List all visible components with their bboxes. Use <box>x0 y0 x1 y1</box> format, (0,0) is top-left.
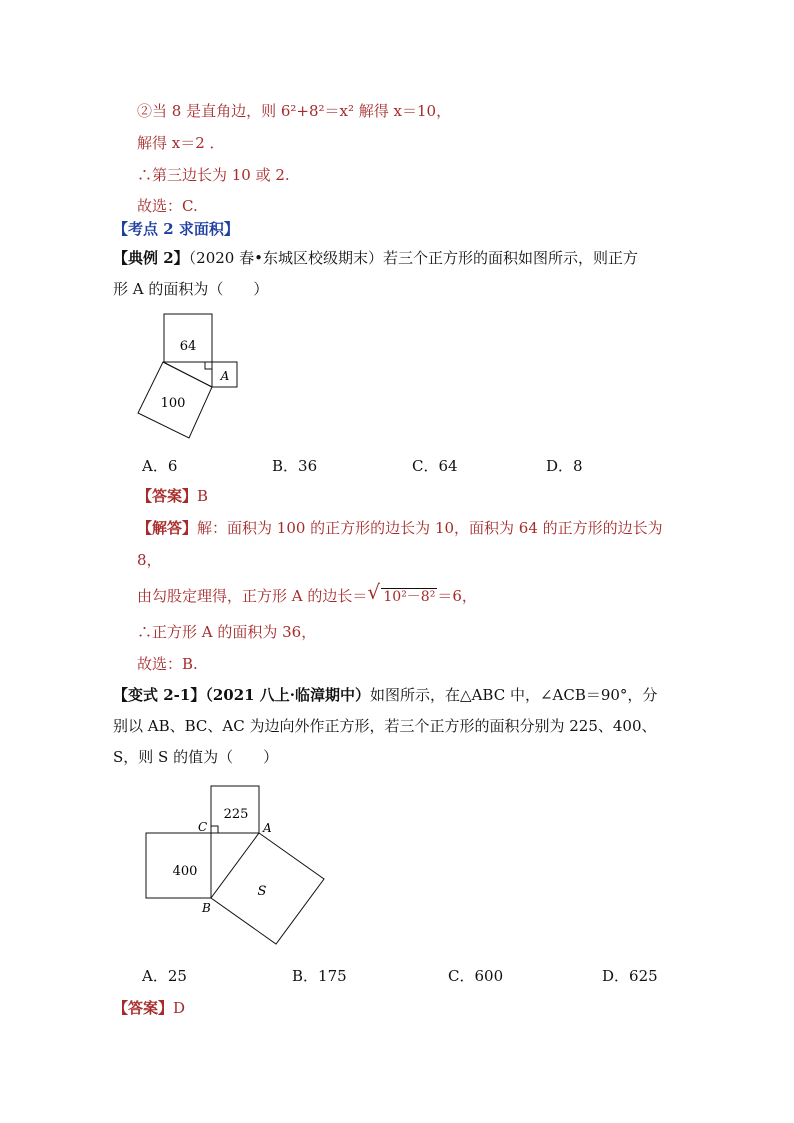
label-b: B <box>202 901 211 915</box>
square-a <box>212 362 237 387</box>
section-title: 【考点 2 求面积】 <box>113 220 239 238</box>
example2-question-line1: 若三个正方形的面积如图所示，则正方 <box>382 249 638 267</box>
example2-tag: 【典例 2】 <box>113 249 189 267</box>
variant-option-a[interactable]: A．25 <box>142 967 187 985</box>
variant-answer-value: D <box>173 999 186 1017</box>
label-a-vertex: A <box>263 821 272 835</box>
label-64: 64 <box>179 339 197 354</box>
sqrt-expression <box>367 580 437 607</box>
variant-question-line3: S，则 S 的值为（ ） <box>113 748 279 766</box>
variant-option-d[interactable]: D．625 <box>602 967 658 985</box>
example2-question <box>113 248 638 268</box>
label-400: 400 <box>172 864 198 879</box>
pyth-prefix: 由勾股定理得，正方形 A 的边长＝ <box>137 587 368 605</box>
variant-question-line1: 如图所示，在△ABC 中，∠ACB＝90°，分 <box>370 686 658 704</box>
example2-option-a[interactable]: A．6 <box>142 457 178 475</box>
sqrt-sign-icon: √ <box>367 580 381 604</box>
variant-question <box>113 685 657 705</box>
explain-line1: 解：面积为 100 的正方形的边长为 10，面积为 64 的正方形的边长为 <box>197 519 663 537</box>
case2-suffix: x² 解得 x＝10， <box>339 102 452 120</box>
square-225 <box>211 786 259 833</box>
square-400 <box>146 833 211 898</box>
example2-source: （2020 春•东城区校级期末） <box>188 249 383 267</box>
example2-option-b[interactable]: B．36 <box>272 457 318 475</box>
example2-explain <box>137 518 663 538</box>
example2-answer <box>137 486 208 506</box>
square-64 <box>164 314 212 362</box>
label-a: A <box>220 369 230 383</box>
label-100: 100 <box>160 396 186 411</box>
pythagoras-line <box>137 580 477 607</box>
variant-tag: 【变式 2-1】 <box>113 686 206 704</box>
therefore-line-2: ∴正方形 A 的面积为 36， <box>137 623 317 641</box>
right-angle-mark-2 <box>211 826 218 833</box>
explain-label: 【解答】 <box>137 519 198 537</box>
therefore-line-1: ∴第三边长为 10 或 2. <box>137 166 290 184</box>
variant-answer-label: 【答案】 <box>113 999 174 1017</box>
square-100 <box>138 362 212 438</box>
choose-line-1: 故选：C. <box>137 197 198 215</box>
explain-line2: 8， <box>137 551 162 569</box>
label-225: 225 <box>223 807 249 822</box>
label-c: C <box>198 820 208 834</box>
answer-label: 【答案】 <box>137 487 198 505</box>
choose-line-2: 故选：B. <box>137 655 198 673</box>
case2-equation: 6²+8²＝ <box>280 102 340 120</box>
sqrt-body: 10²－8² <box>383 589 436 605</box>
variant-option-c[interactable]: C．600 <box>448 967 504 985</box>
pyth-suffix: ＝6， <box>437 587 477 605</box>
example2-question-line2: 形 A 的面积为（ ） <box>113 280 269 298</box>
example2-option-c[interactable]: C．64 <box>412 457 458 475</box>
solve-line: 解得 x＝2 ． <box>137 134 225 152</box>
case2-prefix: ②当 8 是直角边，则 <box>137 102 281 120</box>
variant-answer <box>113 998 185 1018</box>
right-angle-mark <box>205 362 212 369</box>
variant-question-line2: 别以 AB、BC、AC 为边向外作正方形，若三个正方形的面积分别为 225、400、 <box>113 717 657 735</box>
example2-option-d[interactable]: D．8 <box>546 457 583 475</box>
label-s: S <box>257 884 267 899</box>
variant-option-b[interactable]: B．175 <box>292 967 347 985</box>
square-s <box>211 833 324 944</box>
answer-value: B <box>197 487 209 505</box>
case2-line <box>137 101 451 121</box>
variant-source: （2021 八上·临漳期中） <box>205 686 371 704</box>
